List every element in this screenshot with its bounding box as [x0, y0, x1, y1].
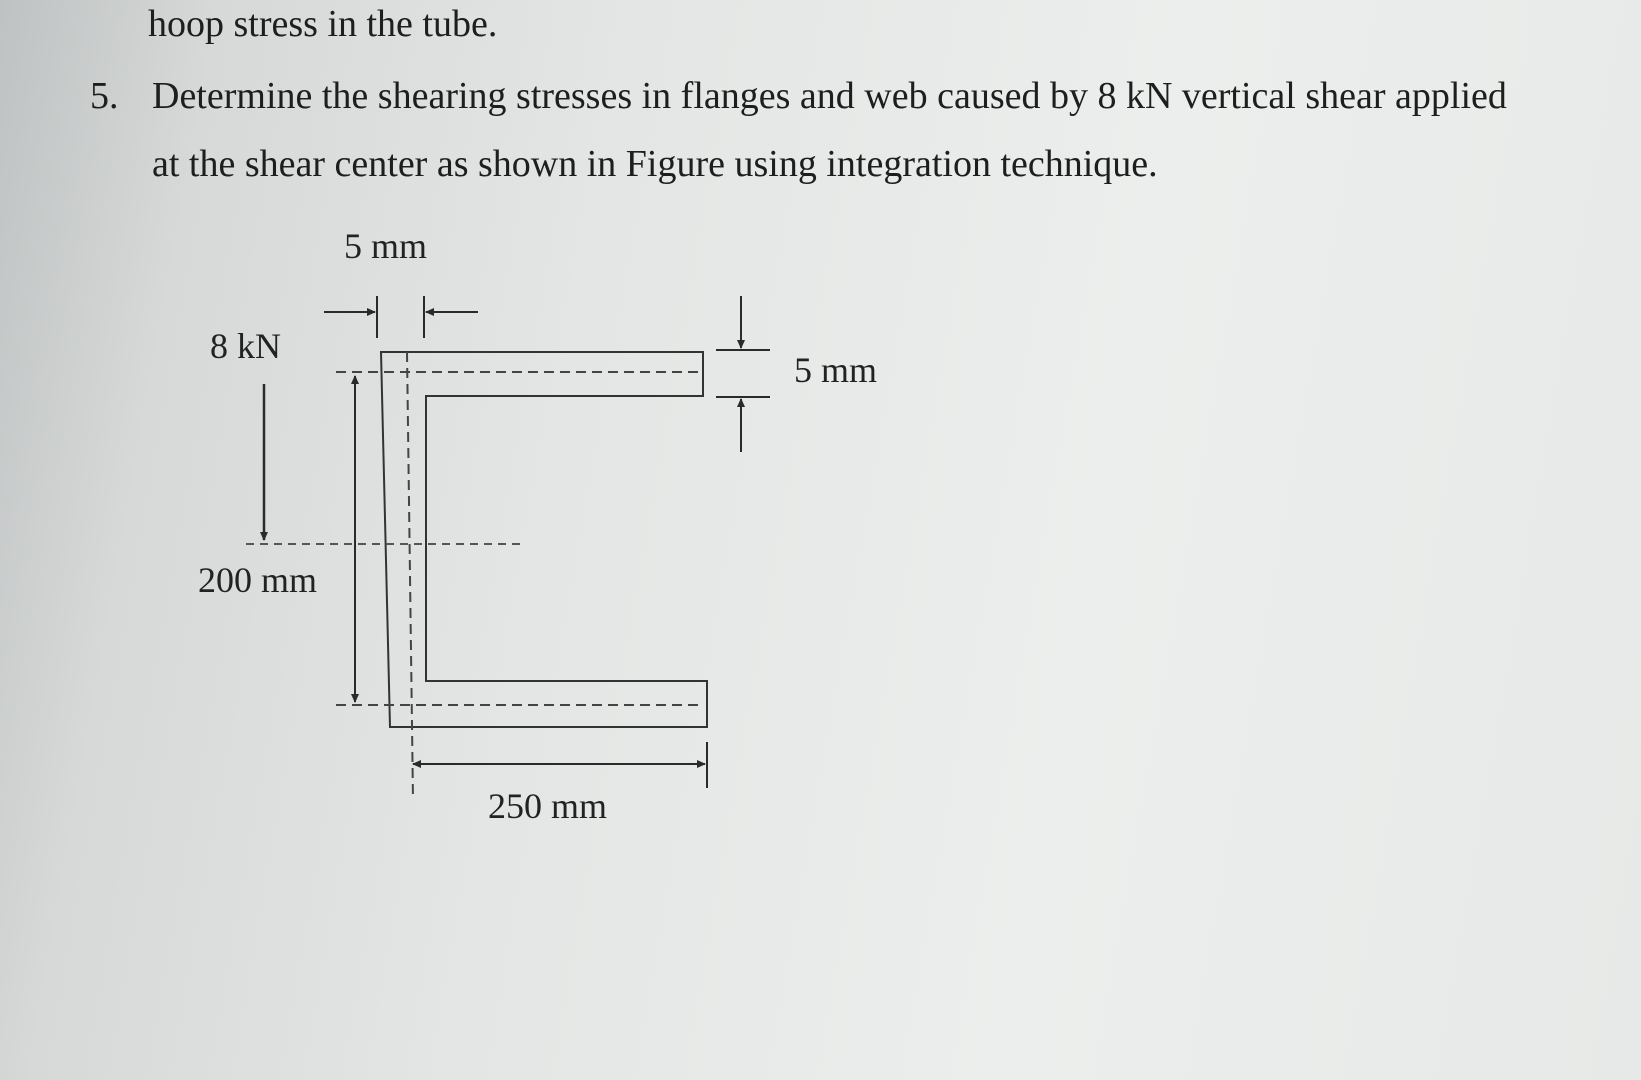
web-centerline [407, 352, 413, 800]
flange-thickness-label: 5 mm [794, 350, 878, 390]
channel-section-outline [381, 352, 707, 727]
question-number: 5. [90, 75, 119, 117]
question-line-2: at the shear center as shown in Figure using integration technique. [152, 143, 1158, 185]
question-line-1: Determine the shearing stresses in flanges and web caused by 8 kN vertical shear applied [152, 75, 1507, 117]
height-label: 200 mm [198, 560, 318, 600]
previous-question-ending: hoop stress in the tube. [148, 3, 498, 45]
web-thickness-label: 5 mm [344, 226, 428, 266]
width-label: 250 mm [488, 786, 608, 826]
load-label: 8 kN [210, 326, 281, 366]
